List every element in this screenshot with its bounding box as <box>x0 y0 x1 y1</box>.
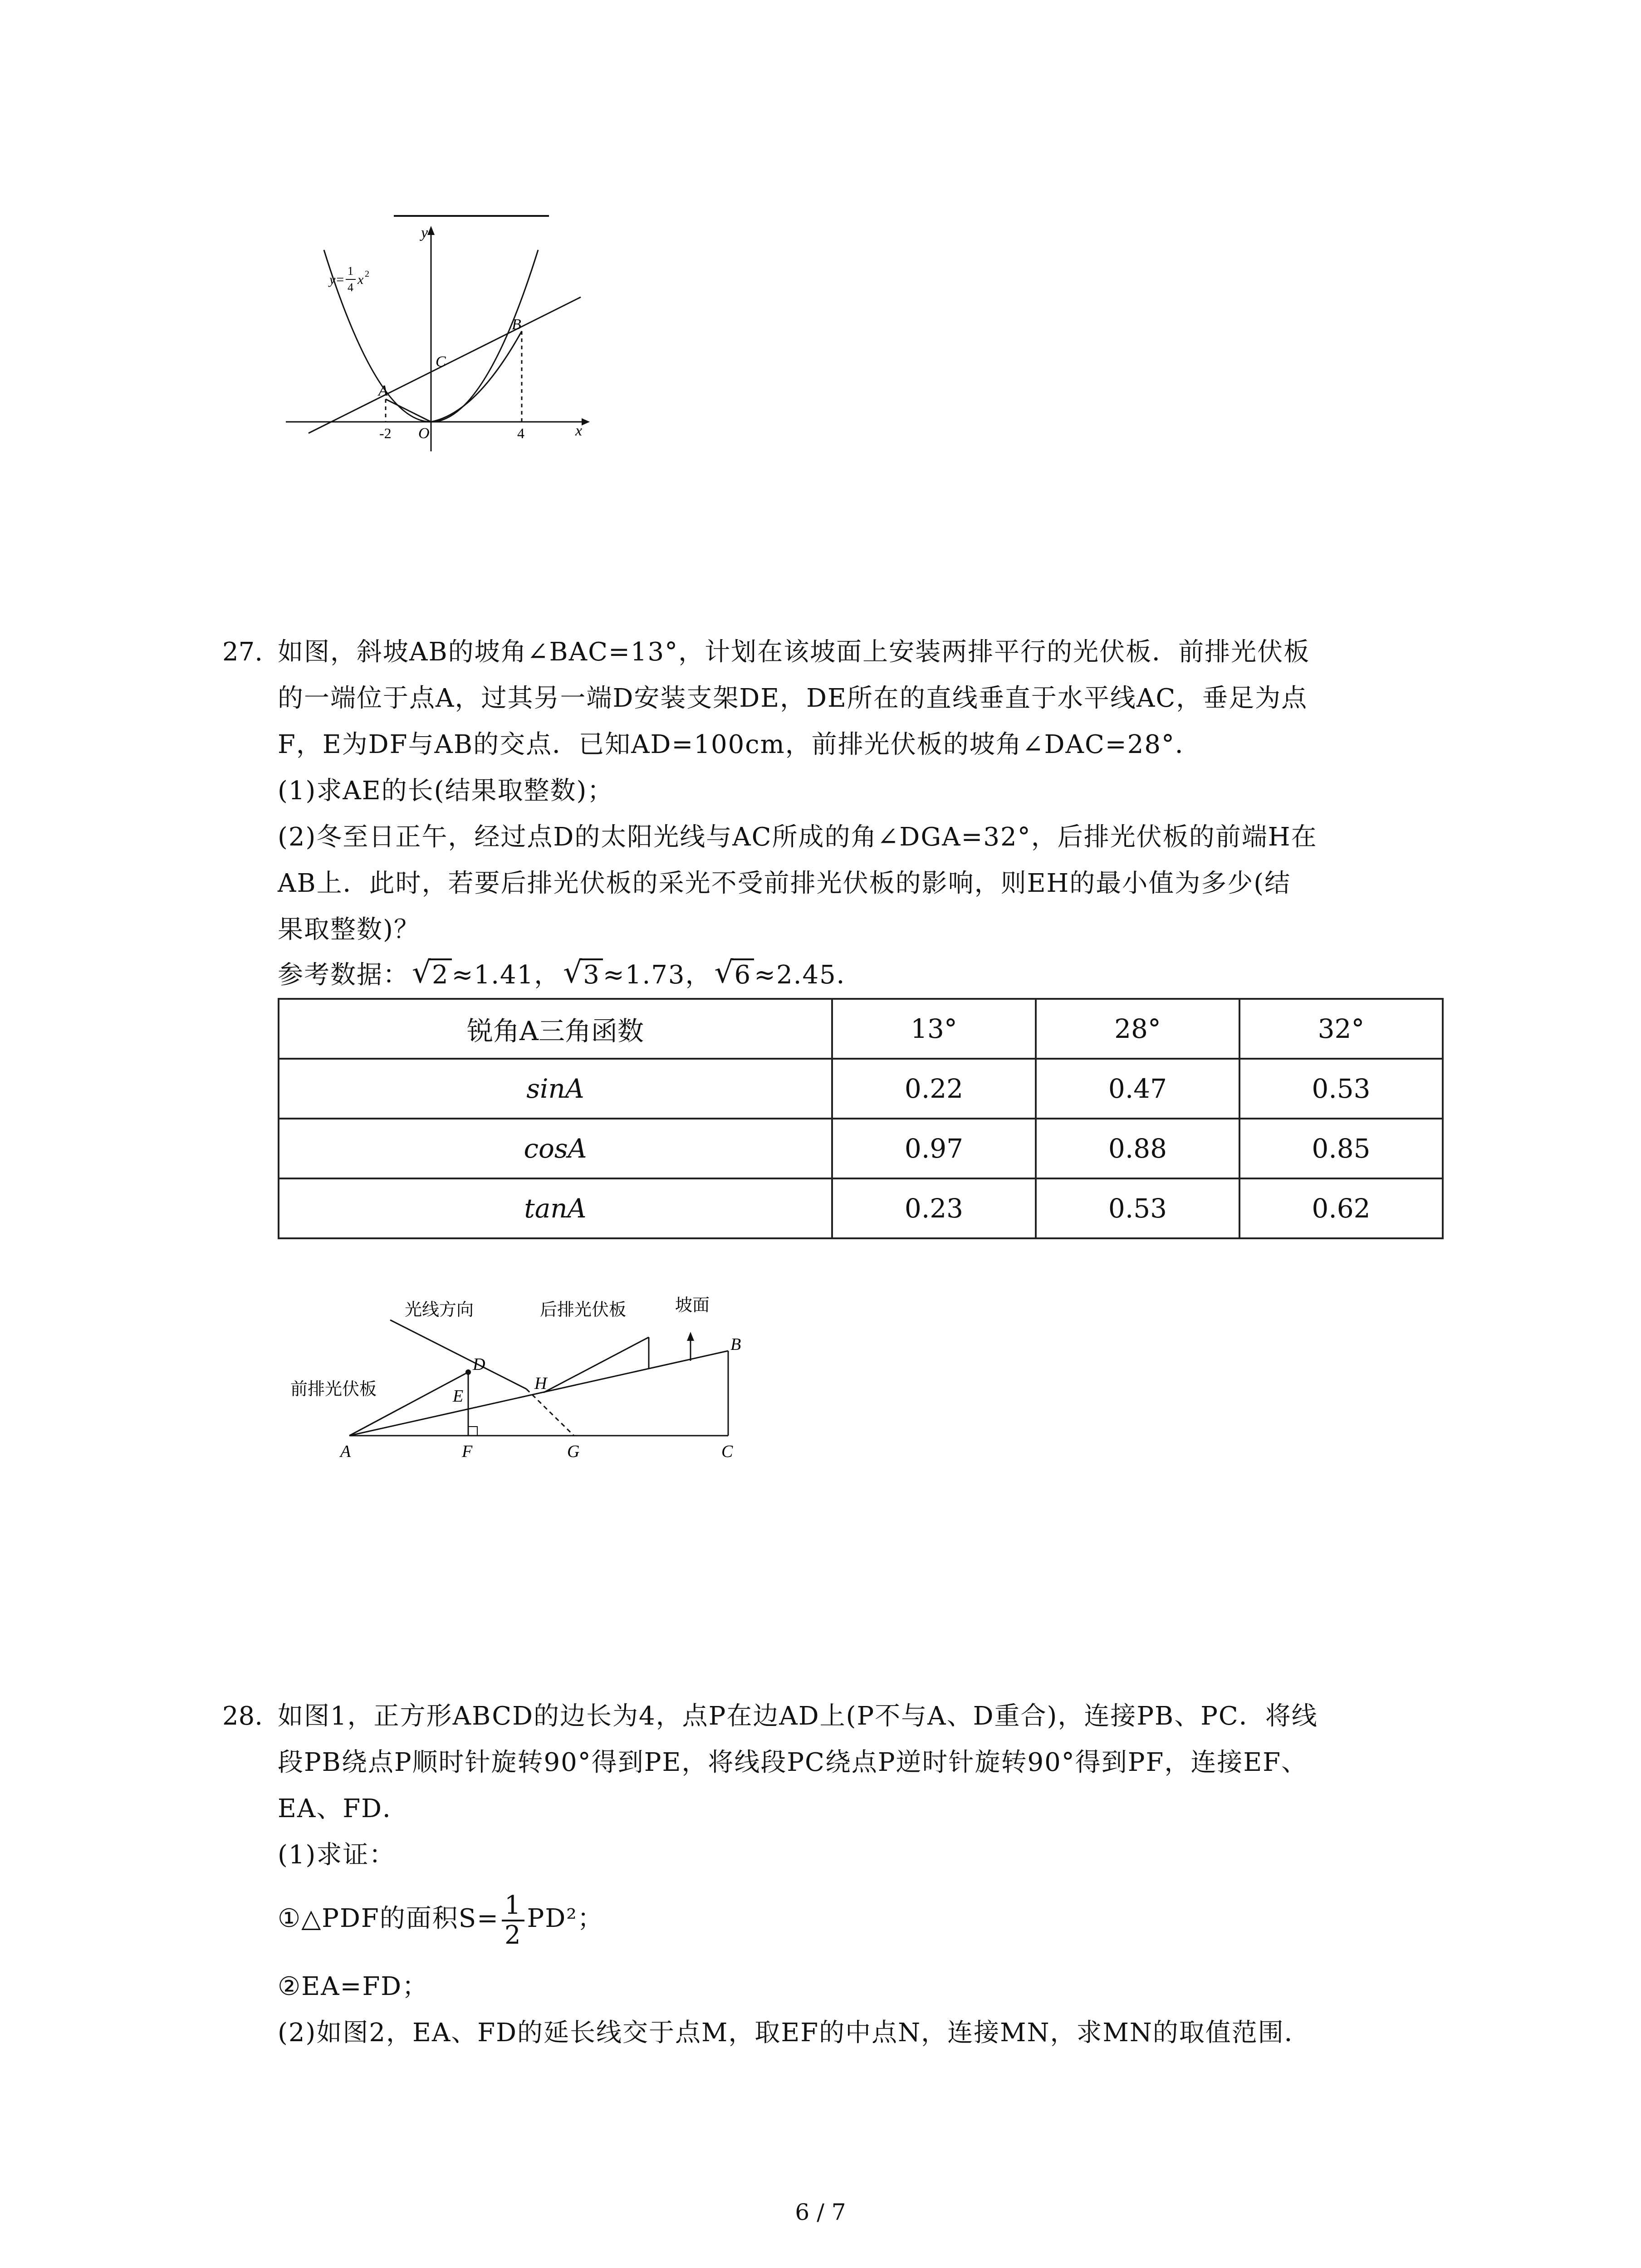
rear-panel <box>544 1337 649 1393</box>
trig-table <box>278 998 1444 1239</box>
label-x: x <box>575 422 583 439</box>
label-rear-panel: 后排光伏板 <box>540 1300 627 1320</box>
label-f: F <box>462 1442 473 1461</box>
table-header-cell: 32° <box>1239 999 1443 1059</box>
label-c: C <box>436 353 446 370</box>
sqrt-6: √ 6 <box>715 957 754 993</box>
q27-line1: 如图，斜坡AB的坡角∠BAC=13°，计划在该坡面上安装两排平行的光伏板．前排光伏板 <box>278 637 1310 667</box>
fraction-one-half: $\frac{1}{2}$ <box>502 1892 524 1950</box>
curve-label-den: 4 <box>348 281 353 294</box>
x-axis-arrow <box>582 418 590 425</box>
ref-prefix: 参考数据： <box>278 960 409 990</box>
q28-item1 <box>278 1887 604 1950</box>
table-cell: 0.53 <box>1239 1059 1443 1119</box>
item1-prefix: ①△PDF的面积S= <box>278 1904 499 1933</box>
q27-line2: 的一端位于点A，过其另一端D安装支架DE，DE所在的直线垂直于水平线AC，垂足为点 <box>278 684 1308 713</box>
table-header-cell: 锐角A三角函数 <box>279 999 832 1059</box>
curve-label-exp: 2 <box>365 269 369 279</box>
sqrt-3: √ 3 <box>563 957 603 993</box>
table-cell: 0.47 <box>1036 1059 1239 1119</box>
table-cell: cosA <box>279 1119 832 1178</box>
table-cell: 0.62 <box>1239 1178 1443 1238</box>
label-a: A <box>378 382 388 399</box>
light-ray-solid <box>390 1320 526 1389</box>
segment-ob <box>431 331 522 422</box>
table-cell: 0.85 <box>1239 1119 1443 1178</box>
table-cell: 0.88 <box>1036 1119 1239 1178</box>
q28-item2: ②EA=FD； <box>278 1972 429 2001</box>
ref-value-3: ≈1.73， <box>603 960 712 990</box>
ref-value-6: ≈2.45． <box>754 960 863 990</box>
table-cell: 0.22 <box>832 1059 1036 1119</box>
label-b: B <box>512 316 521 333</box>
label-a: A <box>340 1442 351 1461</box>
q28-part2: (2)如图2，EA、FD的延长线交于点M，取EF的中点N，连接MN，求MN的取值范围． <box>278 2018 1311 2048</box>
table-row <box>279 1178 1443 1238</box>
label-d: D <box>473 1355 485 1374</box>
label-h: H <box>534 1374 547 1393</box>
q27-line3: F，E为DF与AB的交点．已知AD=100cm，前排光伏板的坡角∠DAC=28°． <box>278 730 1201 759</box>
page-number: 6 / 7 <box>795 2199 846 2225</box>
table-row <box>279 1119 1443 1178</box>
slope-ab <box>349 1351 728 1436</box>
table-cell: 0.23 <box>832 1178 1036 1238</box>
q27-part2-line3: 果取整数)？ <box>278 915 420 944</box>
label-front-panel: 前排光伏板 <box>290 1379 377 1399</box>
q27-number: 27. <box>222 637 263 667</box>
label-light-dir: 光线方向 <box>405 1300 474 1320</box>
q28-part1: (1)求证： <box>278 1840 396 1870</box>
q28-number: 28. <box>222 1701 263 1731</box>
table-header-cell: 13° <box>832 999 1036 1059</box>
segment-oa <box>386 399 431 422</box>
curve-label-num: 1 <box>348 264 353 278</box>
table-header-cell: 28° <box>1036 999 1239 1059</box>
point-d-dot <box>465 1369 471 1375</box>
y-axis-arrow <box>427 226 435 235</box>
table-cell: sinA <box>279 1059 832 1119</box>
table-cell: 0.97 <box>832 1119 1036 1178</box>
q27-part2-line2: AB上．此时，若要后排光伏板的采光不受前排光伏板的影响，则EH的最小值为多少(结 <box>278 869 1291 898</box>
table-header-row <box>279 999 1443 1059</box>
solar-panel-figure <box>272 1284 785 1483</box>
q27-reference-data <box>278 957 863 993</box>
label-slope: 坡面 <box>675 1295 710 1315</box>
right-angle-mark <box>468 1427 477 1436</box>
q27-part2-line1: (2)冬至日正午，经过点D的太阳光线与AC所成的角∠DGA=32°，后排光伏板的前端H在 <box>278 822 1318 852</box>
label-b: B <box>730 1335 741 1354</box>
curve-label-var: x <box>358 272 364 287</box>
label-c: C <box>721 1442 733 1461</box>
q27-part1: (1)求AE的长(结果取整数)； <box>278 776 614 806</box>
item1-suffix: PD²； <box>527 1904 604 1933</box>
light-ray-dashed <box>526 1389 574 1436</box>
tick-neg2: -2 <box>379 425 392 441</box>
q28-line1: 如图1，正方形ABCD的边长为4，点P在边AD上(P不与A、D重合)，连接PB、PC．将线 <box>278 1701 1318 1731</box>
q28-line3: EA、FD． <box>278 1794 409 1823</box>
table-cell: 0.53 <box>1036 1178 1239 1238</box>
parabola-figure <box>272 200 617 454</box>
ref-value-2: ≈1.41， <box>451 960 561 990</box>
table-row <box>279 1059 1443 1119</box>
tick-4: 4 <box>517 425 524 441</box>
q28-line2: 段PB绕点P顺时针旋转90°得到PE，将线段PC绕点P逆时针旋转90°得到PF，连接EF、 <box>278 1748 1308 1777</box>
label-g: G <box>567 1442 580 1461</box>
label-e: E <box>453 1387 464 1406</box>
sqrt-2: √ 2 <box>412 957 452 993</box>
curve-label-prefix: y= <box>329 272 345 287</box>
slope-arrow-head <box>687 1332 694 1341</box>
label-y: y <box>421 225 428 241</box>
table-cell: tanA <box>279 1178 832 1238</box>
label-o: O <box>418 425 430 442</box>
